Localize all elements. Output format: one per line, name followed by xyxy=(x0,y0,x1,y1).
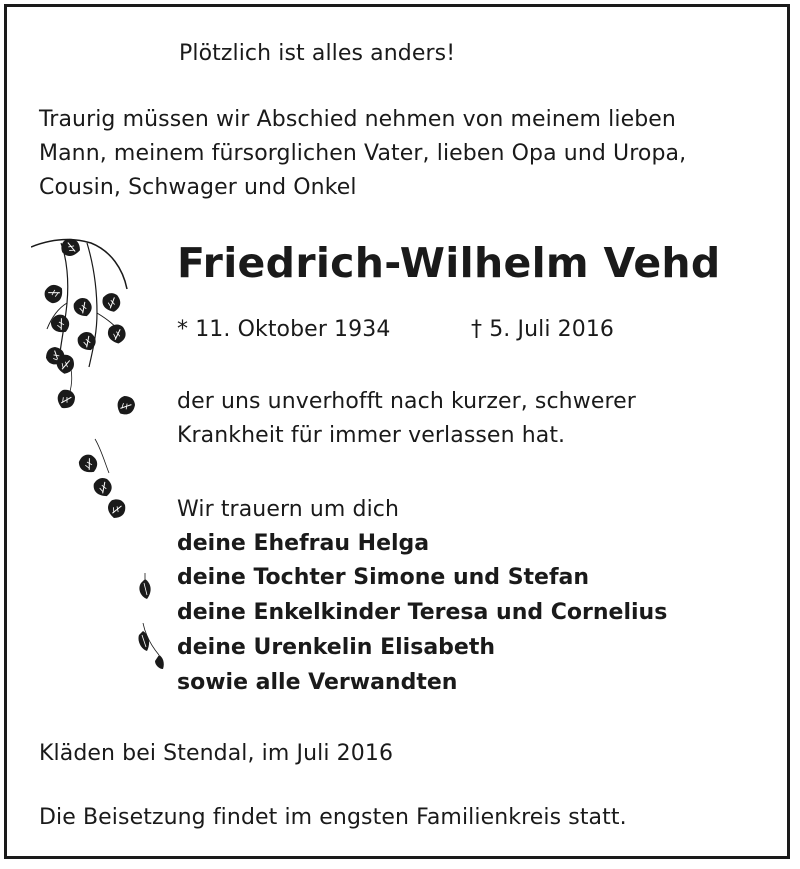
mourner-line-3: deine Enkelkinder Teresa und Cornelius xyxy=(177,600,668,625)
death-date: † 5. Juli 2016 xyxy=(471,317,615,342)
mourner-line-1: deine Ehefrau Helga xyxy=(177,531,430,556)
place-date: Kläden bei Stendal, im Juli 2016 xyxy=(39,741,394,766)
birch-branch-leaves-icon xyxy=(31,229,151,529)
mourner-line-2: deine Tochter Simone und Stefan xyxy=(177,565,590,590)
small-leaves-icon xyxy=(137,623,171,673)
birth-date: * 11. Oktober 1934 xyxy=(177,317,391,342)
small-leaf-icon xyxy=(135,573,155,603)
mourner-line-5: sowie alle Verwandten xyxy=(177,670,458,695)
obituary-card xyxy=(4,4,790,859)
mourning-intro: Wir trauern um dich xyxy=(177,497,400,522)
intro-line-3: Cousin, Schwager und Onkel xyxy=(39,175,357,200)
mourner-line-4: deine Urenkelin Elisabeth xyxy=(177,635,496,660)
deceased-name: Friedrich-Wilhelm Vehd xyxy=(177,239,721,287)
headline: Plötzlich ist alles anders! xyxy=(179,41,456,66)
tribute-line-1: der uns unverhofft nach kurzer, schwerer xyxy=(177,389,636,414)
burial-note: Die Beisetzung findet im engsten Familienkreis statt. xyxy=(39,805,627,830)
tribute-line-2: Krankheit für immer verlassen hat. xyxy=(177,423,566,448)
intro-line-1: Traurig müssen wir Abschied nehmen von meinem lieben xyxy=(39,107,676,132)
intro-line-2: Mann, meinem fürsorglichen Vater, lieben Opa und Uropa, xyxy=(39,141,687,166)
